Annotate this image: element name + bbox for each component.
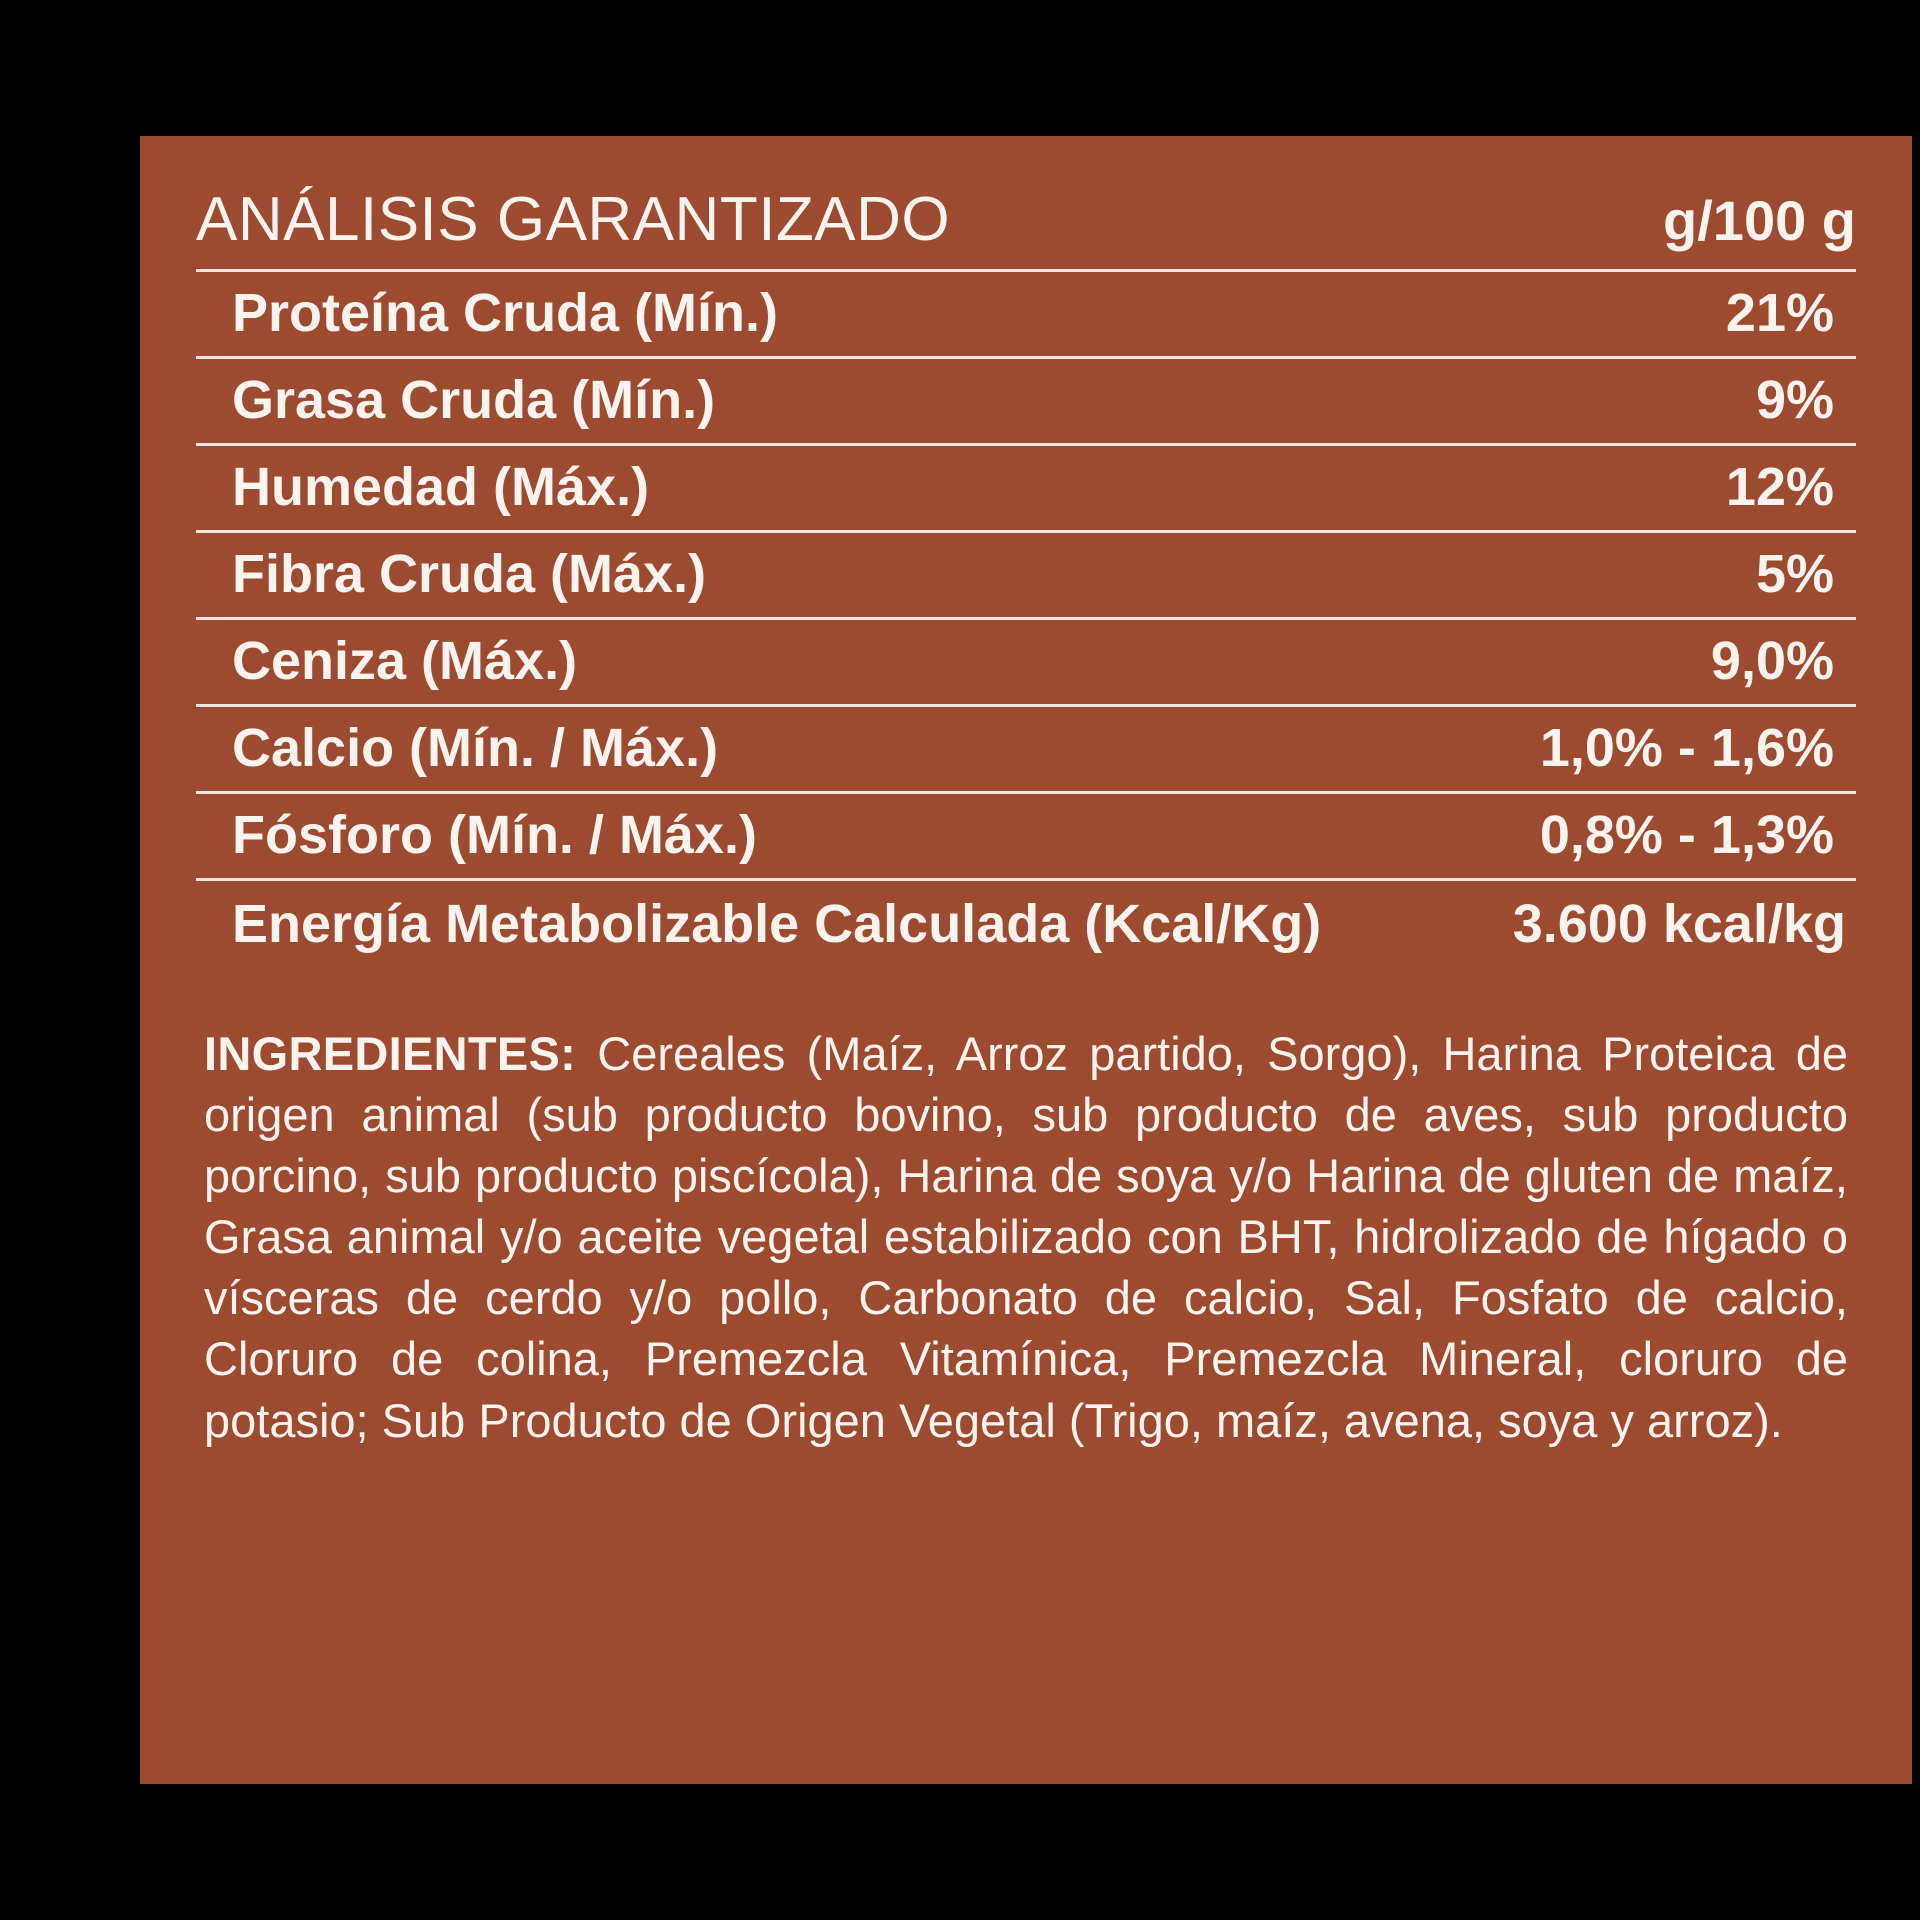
table-row-energy [196, 880, 1856, 970]
table-row [196, 271, 1856, 358]
nutrition-panel [140, 136, 1912, 1784]
table-row [196, 793, 1856, 880]
energy-value: 3.600 kcal/kg [1512, 894, 1846, 954]
guaranteed-analysis-title: ANÁLISIS GARANTIZADO [196, 180, 1026, 271]
ingredients-label: INGREDIENTES: [204, 1027, 577, 1080]
ingredients-paragraph [196, 1023, 1856, 1451]
guaranteed-analysis-unit-header: g/100 g [1026, 180, 1856, 271]
guaranteed-analysis-table [196, 180, 1856, 969]
nutrient-label-fiber: Fibra Cruda (Máx.) [196, 532, 1026, 619]
nutrient-label-fat: Grasa Cruda (Mín.) [196, 358, 1026, 445]
nutrient-label-protein: Proteína Cruda (Mín.) [196, 271, 1026, 358]
table-row [196, 445, 1856, 532]
nutrient-value-fiber: 5% [1026, 532, 1856, 619]
nutrient-label-ash: Ceniza (Máx.) [196, 619, 1026, 706]
nutrient-value-phosphorus: 0,8% - 1,3% [1026, 793, 1856, 880]
nutrient-label-moisture: Humedad (Máx.) [196, 445, 1026, 532]
nutrient-value-ash: 9,0% [1026, 619, 1856, 706]
nutrient-value-protein: 21% [1026, 271, 1856, 358]
table-row [196, 532, 1856, 619]
nutrient-label-calcium: Calcio (Mín. / Máx.) [196, 706, 1026, 793]
nutrient-value-calcium: 1,0% - 1,6% [1026, 706, 1856, 793]
table-row [196, 619, 1856, 706]
nutrient-value-moisture: 12% [1026, 445, 1856, 532]
nutrient-value-fat: 9% [1026, 358, 1856, 445]
nutrient-label-phosphorus: Fósforo (Mín. / Máx.) [196, 793, 1026, 880]
table-header-row [196, 180, 1856, 271]
ingredients-text: Cereales (Maíz, Arroz partido, Sorgo), Harina Proteica de origen animal (sub producto bovino, sub producto de aves, sub producto porcino, sub producto piscícola), Harina de soya y/o Harina de gluten de maíz, Grasa animal y/o aceite vegetal estabilizado con BHT, hidrolizado de hígado o vísceras de cerdo y/o pollo, Carbonato de calcio, Sal, Fosfato de calcio, Cloruro de colina, Premezcla Vitamínica, Premezcla Mineral, cloruro de potasio; Sub Producto de Origen Vegetal (Trigo, maíz, avena, soya y arroz). [204, 1027, 1848, 1447]
energy-label: Energía Metabolizable Calculada (Kcal/Kg) [232, 894, 1322, 954]
table-row [196, 706, 1856, 793]
table-row [196, 358, 1856, 445]
